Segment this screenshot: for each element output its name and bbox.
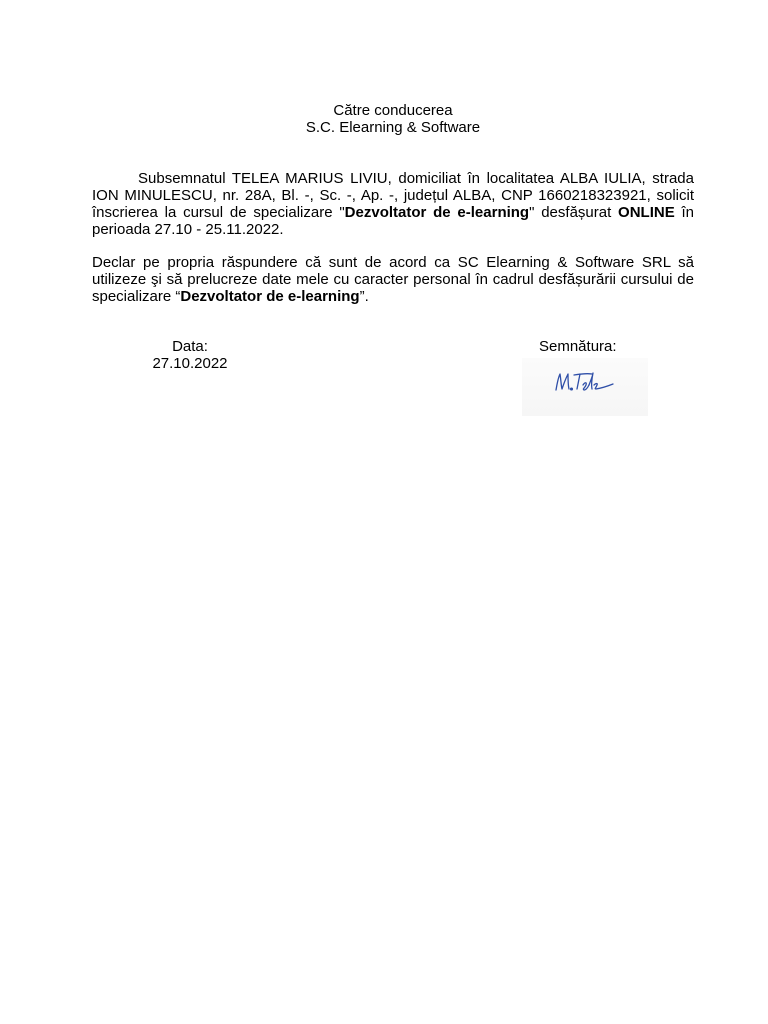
signature-block — [522, 338, 642, 355]
course-mode: ONLINE — [618, 204, 675, 221]
date-value: 27.10.2022 — [152, 355, 228, 372]
handwritten-signature-icon — [522, 358, 648, 416]
enrollment-paragraph — [92, 170, 694, 238]
signature-image — [522, 358, 648, 416]
course-name: Dezvoltator de e-learning — [344, 204, 530, 221]
enrollment-text-1: Subsemnatul TELEA MARIUS LIVIU, domiciliat în localitatea ALBA IULIA, strada ION MINULESCU, nr. 28A, Bl. -, Sc. -, Ap. -, județul ALBA, CNP 1660218323921, solicit înscrierea la cursul de specializare " — [92, 170, 694, 221]
consent-text-2: ”. — [359, 288, 369, 305]
addressee-line-1: Către conducerea — [333, 102, 453, 119]
addressee-block — [0, 102, 768, 136]
date-label: Data: — [172, 338, 208, 355]
date-block — [140, 338, 240, 372]
consent-paragraph — [92, 254, 694, 305]
consent-course-name: Dezvoltator de e-learning — [180, 288, 360, 305]
signature-label: Semnătura: — [539, 338, 617, 355]
enrollment-text-2: " desfășurat — [529, 204, 619, 221]
consent-text-1: Declar pe propria răspundere că sunt de acord ca SC Elearning & Software SRL să utilizeze şi să prelucreze date mele cu caracter personal în cadrul desfășurării cursului de specializare “ — [92, 254, 694, 305]
enrollment-text-3: în perioada 27.10 - 25.11.2022. — [92, 204, 695, 238]
addressee-line-2: S.C. Elearning & Software — [305, 119, 481, 136]
